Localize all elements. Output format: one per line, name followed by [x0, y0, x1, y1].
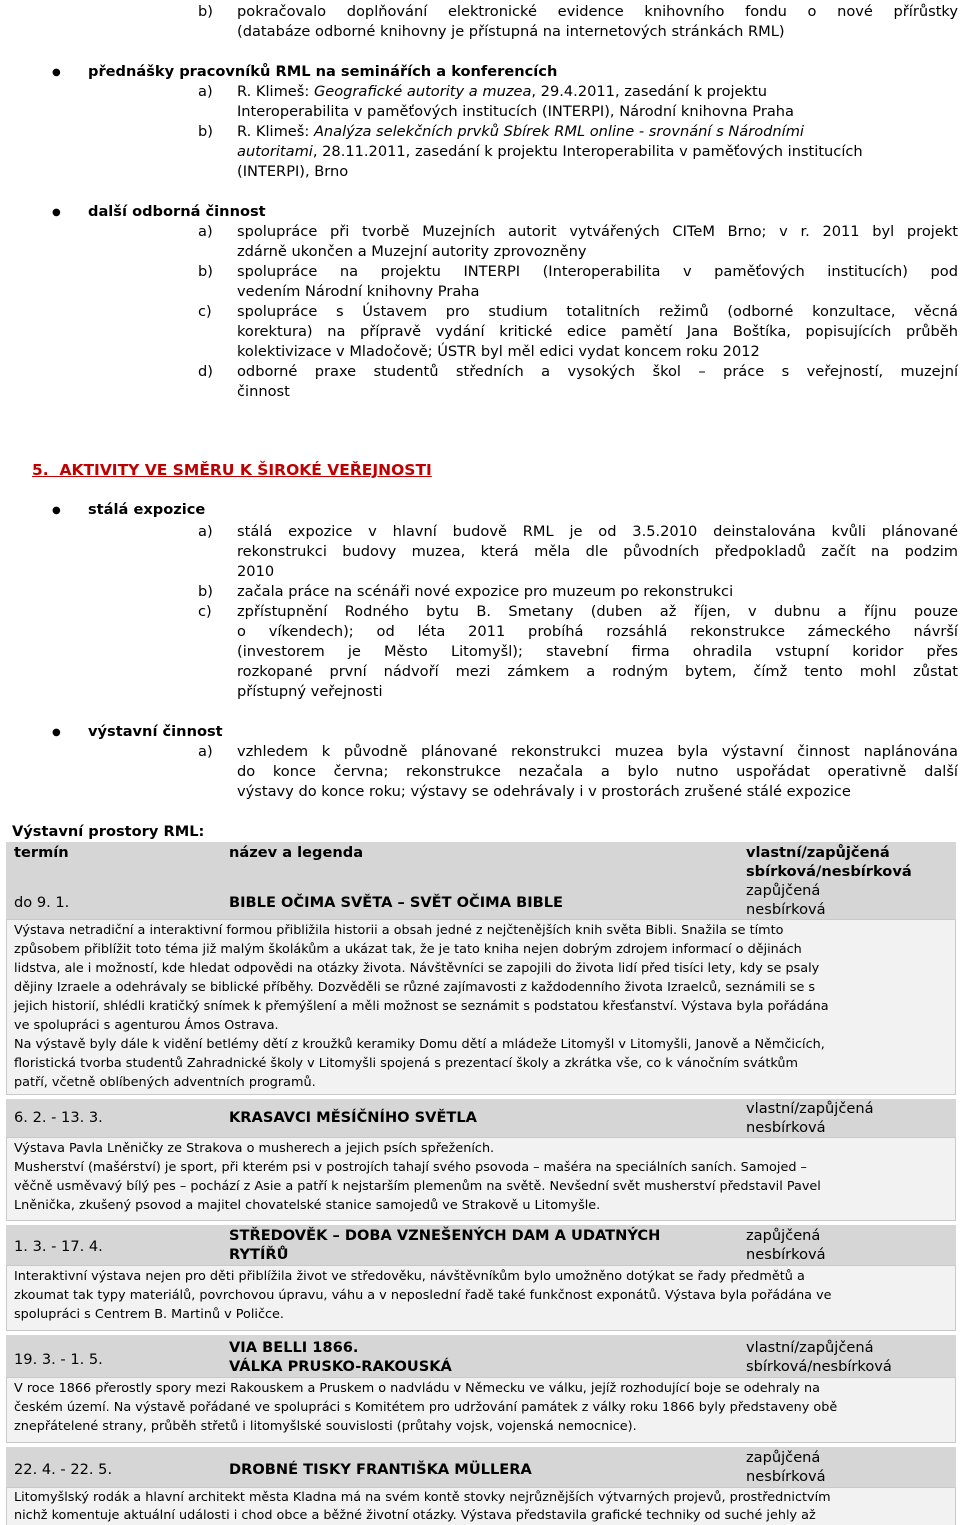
table-title: Výstavní prostory RML:	[12, 823, 205, 840]
text-line: pokračovalo doplňování elektronické evidence knihovního fondu o nové přírůstky	[237, 3, 958, 20]
description-line: dějiny Izraele a odehrávaly se biblické příběhy. Dozvěděli se různé zajímavosti z každodenního života Izraelců, seznámili se s	[14, 980, 816, 995]
text-line: korektura) na přípravě vydání kritické edice pamětí Jana Boštíka, popisujících průběh	[237, 323, 958, 340]
text-line: kolektivizace v Mladočově; ÚSTR byl měl edici vydat koncem roku 2012	[237, 343, 760, 360]
row-ownership: zapůjčená	[746, 882, 821, 899]
description-line: floristická tvorba studentů Zahradnické školy v Litomyšli spojená s prezentací školy a zkrátka vše, co k vánočním svátkům	[14, 1056, 798, 1071]
text-line: odborné praxe studentů středních a vysokých škol – práce s veřejností, muzejní	[237, 363, 958, 380]
list-label: a)	[198, 523, 213, 540]
description-line: Výstava netradiční a interaktivní formou přibližila historii a obsah jedné z nejčtenějších knih světa Bibli. Snažila se tímto	[14, 923, 784, 938]
description-line: V roce 1866 přerostly spory mezi Rakouskem a Pruskem o nadvládu v Německu ve válku, jejíž rozhodující boje se odehraly na	[14, 1381, 820, 1396]
section-heading: stálá expozice	[88, 501, 206, 518]
row-ownership: nesbírková	[746, 1119, 826, 1136]
row-exhibition-name: VÁLKA PRUSKO-RAKOUSKÁ	[229, 1358, 452, 1375]
row-ownership: zapůjčená	[746, 1227, 821, 1244]
list-label: c)	[198, 303, 212, 320]
row-ownership: nesbírková	[746, 1468, 826, 1485]
description-line: Musherství (mašérství) je sport, při kterém psi v postrojích tahají svého psovoda – mašéra na speciálních saních. Samojed –	[14, 1160, 807, 1175]
description-line: lidstva, ale i možností, kde hledat odpovědi na otázky života. Návštěvníci se zapojili do života lidí před tisíci lety, kdy se psaly	[14, 961, 820, 976]
row-exhibition-name: STŘEDOVĚK – DOBA VZNEŠENÝCH DAM A UDATNÝCH	[229, 1227, 661, 1244]
text-line: (databáze odborné knihovny je přístupná na internetových stránkách RML)	[237, 23, 785, 40]
row-term: do 9. 1.	[14, 894, 70, 911]
column-header-term: termín	[14, 844, 69, 861]
row-ownership: nesbírková	[746, 901, 826, 918]
list-label: b)	[198, 583, 213, 600]
text-line: rozkopané první nádvoří mezi zámkem a rodným bytem, čímž tento mohl zůstat	[237, 663, 958, 680]
text-line: spolupráce s Ústavem pro studium totalitních režimů (odborné konzultace, věcná	[237, 303, 958, 320]
text-line: R. Klimeš: Geografické autority a muzea, 29.4.2011, zasedání k projektu	[237, 83, 767, 100]
row-term: 22. 4. - 22. 5.	[14, 1461, 113, 1478]
description-line: jejich historií, shlédli kratičký snímek k přemýšlení a měli možnost se seznámit s podstatou křesťanství. Výstava byla pořádána	[14, 999, 829, 1014]
description-line: Výstava Pavla Lněničky ze Strakova o musherech a jejich psích spřeženích.	[14, 1141, 495, 1156]
description-line: nichž komentuje aktuální události i chod obce a běžné životní otázky. Výstava představila grafické techniky od suché jehly až	[14, 1508, 816, 1523]
row-ownership: vlastní/zapůjčená	[746, 1100, 874, 1117]
description-line: způsobem přiblížit toto téma již malým školákům a ukázat tak, že je tato kniha nejen dobrým zdrojem informací o dějinách	[14, 942, 802, 957]
row-exhibition-name: KRASAVCI MĚSÍČNÍHO SVĚTLA	[229, 1109, 477, 1126]
list-label: a)	[198, 223, 213, 240]
list-label: b)	[198, 3, 213, 20]
text-line: zpřístupnění Rodného bytu B. Smetany (duben až říjen, v dubnu a říjnu pouze	[237, 603, 958, 620]
column-header-ownership: vlastní/zapůjčená	[746, 844, 890, 861]
text-line: přístupný veřejnosti	[237, 683, 383, 700]
text-line: spolupráce při tvorbě Muzejních autorit vytvářených CITeM Brno; v r. 2011 byl projekt	[237, 223, 958, 240]
text-line: rekonstrukci budovy muzea, která měla dle původních předpokladů začít na podzim	[237, 543, 958, 560]
description-line: Lněnička, zkušený psovod a majitel chovatelské stanice samojedů ve Strakově u Litomyšle.	[14, 1198, 601, 1213]
row-ownership: zapůjčená	[746, 1449, 821, 1466]
row-exhibition-name: DROBNÉ TISKY FRANTIŠKA MÜLLERA	[229, 1461, 532, 1478]
text-line: R. Klimeš: Analýza selekčních prvků Sbírek RML online - srovnání s Národními	[237, 123, 804, 140]
list-label: d)	[198, 363, 213, 380]
text-line: autoritami, 28.11.2011, zasedání k projektu Interoperabilita v paměťových institucích	[237, 143, 863, 160]
text-line: o víkendech); od léta 2011 probíhá rozsáhlá rekonstrukce zámeckého návrší	[237, 623, 958, 640]
text-line: výstavy do konce roku; výstavy se odehrávaly i v prostorách zrušené stálé expozice	[237, 783, 851, 800]
section-heading: přednášky pracovníků RML na seminářích a konferencích	[88, 63, 558, 80]
bullet-icon: ●	[52, 207, 61, 218]
chapter-heading: 5. AKTIVITY VE SMĚRU K ŠIROKÉ VEŘEJNOSTI	[32, 461, 432, 479]
bullet-icon: ●	[52, 505, 61, 516]
description-line: patří, včetně oblíbených adventních programů.	[14, 1075, 316, 1090]
row-exhibition-name: BIBLE OČIMA SVĚTA – SVĚT OČIMA BIBLE	[229, 894, 564, 911]
description-line: ve spolupráci s agenturou Ámos Ostrava.	[14, 1018, 279, 1033]
section-heading: výstavní činnost	[88, 723, 223, 740]
column-header-name: název a legenda	[229, 844, 364, 861]
description-line: českém území. Na výstavě pořádané ve spolupráci s Komitétem pro udržování památek z války roku 1866 byly představeny obě	[14, 1400, 838, 1415]
text-line: vzhledem k původně plánované rekonstrukci muzea byla výstavní činnost naplánována	[237, 743, 958, 760]
bullet-icon: ●	[52, 727, 61, 738]
description-line: Na výstavě byly dále k vidění betlémy dětí z kroužků keramiky Domu dětí a mládeže Litomyšl v Litomyšli, Janově a Němčicích,	[14, 1037, 825, 1052]
bullet-icon: ●	[52, 67, 61, 78]
row-exhibition-name: RYTÍŘŮ	[229, 1246, 289, 1263]
row-ownership: sbírková/nesbírková	[746, 1358, 892, 1375]
text-line: 2010	[237, 563, 275, 580]
column-header-ownership: sbírková/nesbírková	[746, 863, 912, 880]
text-line: do konce června; rekonstrukce nezačala a bylo nutno uspořádat operativně další	[237, 763, 958, 780]
text-line: spolupráce na projektu INTERPI (Interoperabilita v paměťových institucích) pod	[237, 263, 958, 280]
description-line: znepřátelené strany, průběh střetů i litomyšlské souvislosti (průtahy vojsk, vojenská nemocnice).	[14, 1419, 637, 1434]
row-ownership: nesbírková	[746, 1246, 826, 1263]
description-line: Interaktivní výstava nejen pro děti přiblížila život ve středověku, návštěvníkům bylo umožněno dotýkat se řady předmětů a	[14, 1269, 805, 1284]
text-line: činnost	[237, 383, 290, 400]
text-line: zdárně ukončen a Muzejní autority zprovozněny	[237, 243, 587, 260]
text-line: (investorem je Město Litomyšl); stavební firma ohradila vstupní koridor přes	[237, 643, 958, 660]
text-line: začala práce na scénáři nové expozice pro muzeum po rekonstrukci	[237, 583, 734, 600]
row-term: 1. 3. - 17. 4.	[14, 1238, 103, 1255]
description-line: zkoumat tak typy materiálů, povrchovou úpravu, váhu a v neposlední řadě také funkčnost exponátů. Výstava byla pořádána ve	[14, 1288, 832, 1303]
list-label: a)	[198, 743, 213, 760]
row-term: 6. 2. - 13. 3.	[14, 1109, 103, 1126]
list-label: c)	[198, 603, 212, 620]
list-label: b)	[198, 263, 213, 280]
text-line: Interoperabilita v paměťových institucích (INTERPI), Národní knihovna Praha	[237, 103, 794, 120]
list-label: a)	[198, 83, 213, 100]
text-line: stálá expozice v hlavní budově RML je od 3.5.2010 deinstalována kvůli plánované	[237, 523, 958, 540]
section-heading: další odborná činnost	[88, 203, 266, 220]
description-line: Litomyšlský rodák a hlavní architekt města Kladna má na svém kontě stovky nejrůznějších výtvarných projevů, prostřednictvím	[14, 1490, 831, 1505]
description-line: spolupráci s Centrem B. Martinů v Poličce.	[14, 1307, 285, 1322]
text-line: (INTERPI), Brno	[237, 163, 349, 180]
row-ownership: vlastní/zapůjčená	[746, 1339, 874, 1356]
description-line: věčně usměvavý bílý pes – pochází z Asie a patří k nejstarším plemenům na světě. Nevšední svět musherství představil Pavel	[14, 1179, 821, 1194]
text-line: vedením Národní knihovny Praha	[237, 283, 480, 300]
list-label: b)	[198, 123, 213, 140]
row-exhibition-name: VIA BELLI 1866.	[229, 1339, 359, 1356]
row-term: 19. 3. - 1. 5.	[14, 1351, 103, 1368]
